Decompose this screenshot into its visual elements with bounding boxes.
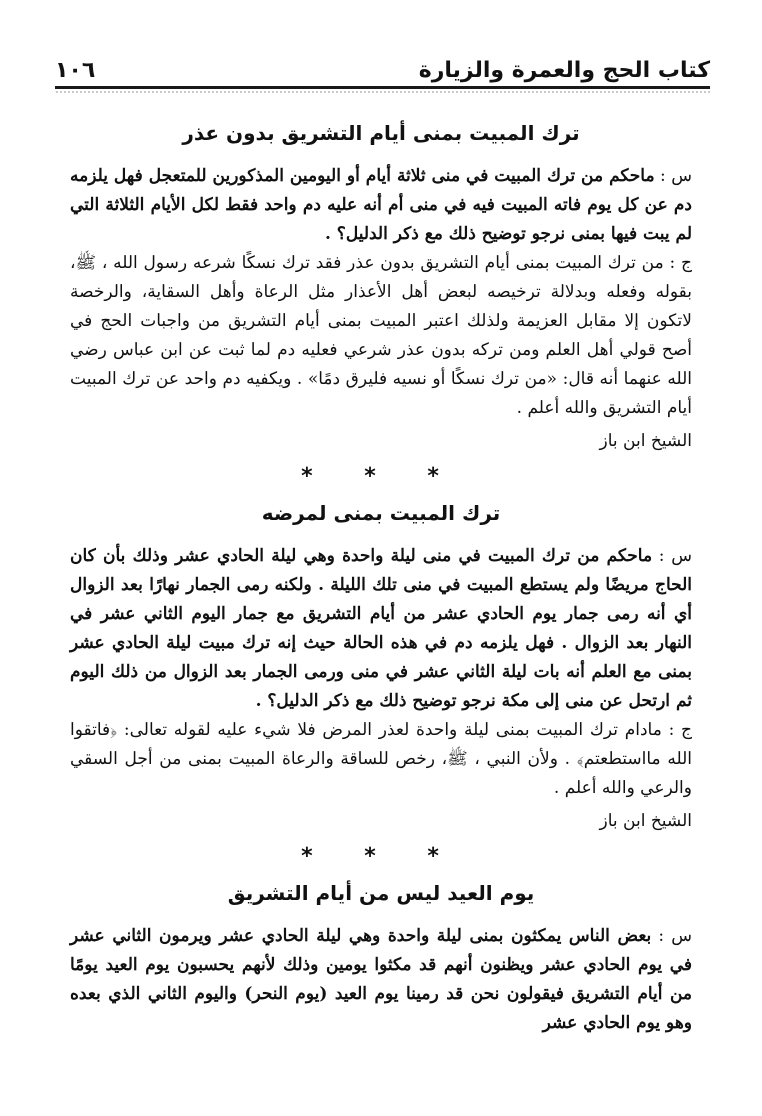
book-title: كتاب الحج والعمرة والزيارة (418, 58, 710, 83)
question-prefix: س : (660, 166, 692, 186)
answer-1 (70, 249, 692, 423)
separator-1: * * * (301, 464, 461, 489)
question-3 (70, 922, 692, 1038)
answer-text: من ترك المبيت بمنى أيام التشريق بدون عذر فقد ترك نسكًا شرعه رسول الله ، ﷺ، بقوله وفعله وبدلالة ترخيصه لبعض أهل الأعذار مثل الرعاة وأهل السقاية، والرخصة لاتكون إلا مقابل العزيمة ولذلك اعتبر المبيت بمنى أيام التشريق من واجبات الحج في أصح قولي أهل العلم ومن تركه بدون عذر شرعي فعليه دم لما ثبت عن ابن عباس رضي الله عنهما أنه قال: «من ترك نسكًا أو نسيه فليرق دمًا» . ويكفيه دم واحد عن ترك المبيت أيام التشريق والله أعلم . (70, 253, 692, 418)
page-content (70, 120, 692, 1038)
page-header (55, 48, 710, 88)
header-rule-texture (55, 90, 710, 95)
section-title-2: ترك المبيت بمنى لمرضه (261, 501, 501, 525)
signature-2: الشيخ ابن باز (599, 811, 692, 831)
question-text: ماحكم من ترك المبيت في منى ليلة واحدة وهي ليلة الحادي عشر وذلك بأن كان الحاج مريضًا ولم يستطع المبيت في منى تلك الليلة . ولكنه رمى الجمار نهارًا بعد الزوال أي أنه رمى جمار يوم الحادي عشر من أيام التشريق مع جمار اليوم الثاني عشر في النهار بعد الزوال . فهل يلزمه دم في هذه الحالة حيث إنه ترك مبيت ليلة الحادي عشر بمنى مع العلم أنه بات ليلة الثاني عشر في منى ورمى الجمار بعد الزوال من ذلك اليوم ثم ارتحل عن منى إلى مكة نرجو توضيح ذلك مع ذكر الدليل؟ . (70, 546, 692, 711)
section-title-1: ترك المبيت بمنى أيام التشريق بدون عذر (182, 121, 580, 145)
question-2 (70, 542, 692, 716)
section-title-3: يوم العيد ليس من أيام التشريق (227, 881, 535, 905)
question-1 (70, 162, 692, 249)
answer-prefix: ج : (668, 720, 693, 740)
question-prefix: س : (658, 546, 692, 566)
page-number: ١٠٦ (55, 58, 96, 83)
answer-2 (70, 716, 692, 803)
answer-text: مادام ترك المبيت بمنى ليلة واحدة لعذر المرض فلا شيء عليه لقوله تعالى: ﴿فاتقوا الله مااستطعتم﴾ . ولأن النبي ، ﷺ، رخص للساقة والرعاة المبيت بمنى من أجل السقي والرعي والله أعلم . (70, 720, 692, 798)
question-text: ماحكم من ترك المبيت في منى ثلاثة أيام أو اليومين المذكورين للمتعجل فهل يلزمه دم عن كل يوم فاته المبيت فيه في منى أم أنه عليه دم واحد فقط لكل الأيام الثلاثة التي لم يبت فيها بمنى نرجو توضيح ذلك مع ذكر الدليل؟ . (70, 166, 692, 244)
question-text: بعض الناس يمكثون بمنى ليلة واحدة وهي ليلة الحادي عشر ويرمون الثاني عشر في يوم الحادي عشر ويظنون أنهم قد مكثوا يومين وذلك لأنهم يحسبون يوم العيد يومًا من أيام التشريق فيقولون نحن قد رمينا يوم العيد (يوم النحر) واليوم الثاني الذي بعده وهو يوم الحادي عشر (70, 926, 692, 1033)
answer-prefix: ج : (669, 253, 693, 273)
question-prefix: س : (658, 926, 692, 946)
signature-1: الشيخ ابن باز (599, 431, 692, 451)
separator-2: * * * (301, 844, 461, 869)
header-rule (55, 86, 710, 89)
